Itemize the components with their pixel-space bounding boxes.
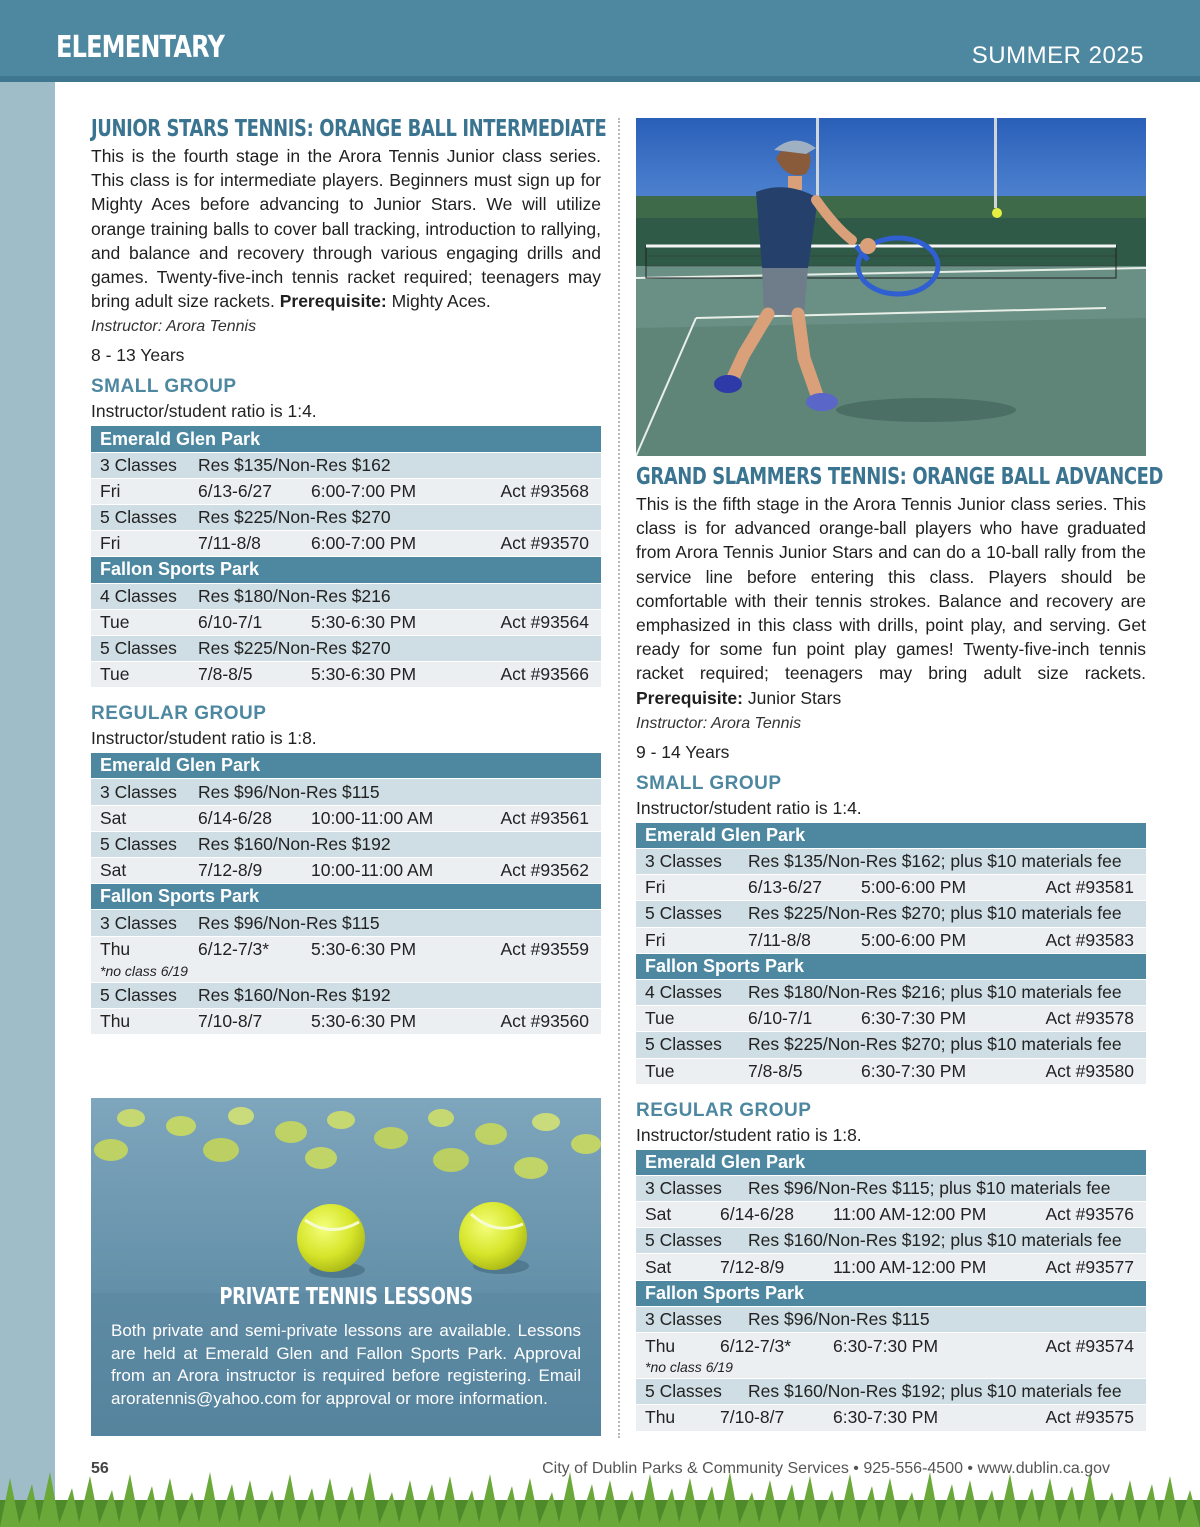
group-title: SMALL GROUP: [636, 772, 782, 794]
price-row: 5 Classes Res $225/Non-Res $270: [91, 636, 601, 662]
grass-border: [0, 1470, 1200, 1527]
group-title: REGULAR GROUP: [636, 1099, 812, 1121]
price-row: 5 Classes Res $225/Non-Res $270; plus $10 materials fee: [636, 1032, 1146, 1058]
session-row[interactable]: Fri 6/13-6/27 6:00-7:00 PM Act #93568: [91, 479, 601, 505]
price-row: 5 Classes Res $160/Non-Res $192: [91, 832, 601, 858]
instructor: Instructor: Arora Tennis: [636, 714, 802, 732]
park-header: Fallon Sports Park: [91, 884, 601, 910]
park-header: Emerald Glen Park: [91, 753, 601, 779]
course-title: JUNIOR STARS TENNIS: ORANGE BALL INTERMEDIATE: [91, 116, 607, 142]
price-row: 4 Classes Res $180/Non-Res $216; plus $10 materials fee: [636, 980, 1146, 1006]
schedule-table: [91, 426, 601, 688]
instructor: Instructor: Arora Tennis: [91, 318, 257, 336]
session-row[interactable]: Sat 6/14-6/28 11:00 AM-12:00 PM Act #93576: [636, 1202, 1146, 1228]
session-note: *no class 6/19: [636, 1359, 1146, 1379]
session-row[interactable]: Thu 7/10-8/7 5:30-6:30 PM Act #93560: [91, 1009, 601, 1035]
page-number: 56: [91, 1460, 109, 1477]
side-bar: [0, 82, 55, 1527]
park-header: Fallon Sports Park: [636, 954, 1146, 980]
session-row[interactable]: Fri 7/11-8/8 5:00-6:00 PM Act #93583: [636, 928, 1146, 954]
session-row[interactable]: Tue 7/8-8/5 5:30-6:30 PM Act #93566: [91, 662, 601, 688]
price-row: 5 Classes Res $160/Non-Res $192; plus $10 materials fee: [636, 1228, 1146, 1254]
promo-text: Both private and semi-private lessons are available. Lessons are held at Emerald Glen and Fallon Sports Park. Approval from an Arora instructor is required before registering. Email aroratennis@yahoo.com for approval or more information.: [111, 1321, 581, 1408]
price-row: 3 Classes Res $96/Non-Res $115: [636, 1307, 1146, 1333]
page-header: [0, 0, 1200, 82]
schedule-table: [91, 753, 601, 1035]
session-row[interactable]: Thu 7/10-8/7 6:30-7:30 PM Act #93575: [636, 1405, 1146, 1431]
course-description: This is the fifth stage in the Arora Tennis Junior class series. This class is for advanced orange-ball players who have graduated from Arora Tennis Junior Stars and can do a 10-ball rally from the service line before entering this class. Players should be comfortable with their tennis strokes. Balance and recovery are emphasized in this class with drills, point play, and serving. Get ready for some fun point play games! Twenty-five-inch tennis racket required; teenagers may bring adult size rackets. Prerequisite: Junior Stars: [636, 494, 1146, 708]
session-row[interactable]: Sat 7/12-8/9 10:00-11:00 AM Act #93562: [91, 858, 601, 884]
session-note: *no class 6/19: [91, 963, 601, 983]
tennis-player-photo: [636, 118, 1146, 456]
session-row[interactable]: Tue 7/8-8/5 6:30-7:30 PM Act #93580: [636, 1059, 1146, 1085]
column-divider: [618, 118, 620, 1438]
park-header: Emerald Glen Park: [636, 1150, 1146, 1176]
section-title: ELEMENTARY: [56, 30, 225, 65]
price-row: 3 Classes Res $135/Non-Res $162; plus $10 materials fee: [636, 849, 1146, 875]
left-column: [91, 116, 607, 1035]
tennis-player-illustration: [636, 118, 1146, 456]
ratio-text: Instructor/student ratio is 1:4.: [636, 797, 862, 818]
header-band: [0, 76, 1200, 82]
course-title: GRAND SLAMMERS TENNIS: ORANGE BALL ADVANCED: [636, 464, 1164, 490]
schedule-table: [636, 1150, 1146, 1432]
session-row[interactable]: Tue 6/10-7/1 6:30-7:30 PM Act #93578: [636, 1006, 1146, 1032]
age-range: 9 - 14 Years: [636, 741, 730, 762]
ratio-text: Instructor/student ratio is 1:8.: [636, 1124, 862, 1145]
course-description: This is the fourth stage in the Arora Tennis Junior class series. This class is for intermediate players. Beginners must sign up for Mighty Aces before advancing to Junior Stars. We will utilize orange training balls to cover ball tracking, introduction to rallying, and balance and recovery through various engaging drills and games. Twenty-five-inch tennis racket required; teenagers may bring adult size rackets. Prerequisite: Mighty Aces.: [91, 146, 601, 312]
session-row[interactable]: Fri 7/11-8/8 6:00-7:00 PM Act #93570: [91, 531, 601, 557]
park-header: Fallon Sports Park: [91, 557, 601, 583]
schedule-table: [636, 823, 1146, 1085]
price-row: 5 Classes Res $225/Non-Res $270: [91, 505, 601, 531]
right-column: [636, 464, 1164, 1432]
group-title: SMALL GROUP: [91, 376, 237, 398]
session-row[interactable]: Tue 6/10-7/1 5:30-6:30 PM Act #93564: [91, 610, 601, 636]
price-row: 5 Classes Res $160/Non-Res $192: [91, 983, 601, 1009]
park-header: Emerald Glen Park: [636, 823, 1146, 849]
price-row: 5 Classes Res $160/Non-Res $192; plus $10 materials fee: [636, 1379, 1146, 1405]
session-row[interactable]: Sat 6/14-6/28 10:00-11:00 AM Act #93561: [91, 806, 601, 832]
age-range: 8 - 13 Years: [91, 345, 185, 366]
price-row: 4 Classes Res $180/Non-Res $216: [91, 584, 601, 610]
park-header: Fallon Sports Park: [636, 1281, 1146, 1307]
session-row[interactable]: Thu 6/12-7/3* 6:30-7:30 PM Act #93574: [636, 1333, 1146, 1359]
promo-box: [91, 1284, 601, 1410]
session-row[interactable]: Fri 6/13-6/27 5:00-6:00 PM Act #93581: [636, 875, 1146, 901]
group-title: REGULAR GROUP: [91, 703, 267, 725]
session-row[interactable]: Thu 6/12-7/3* 5:30-6:30 PM Act #93559: [91, 937, 601, 963]
promo-title: PRIVATE TENNIS LESSONS: [219, 1284, 473, 1310]
price-row: 3 Classes Res $96/Non-Res $115: [91, 779, 601, 805]
price-row: 3 Classes Res $96/Non-Res $115: [91, 910, 601, 936]
session-row[interactable]: Sat 7/12-8/9 11:00 AM-12:00 PM Act #93577: [636, 1254, 1146, 1280]
ratio-text: Instructor/student ratio is 1:8.: [91, 728, 317, 749]
price-row: 5 Classes Res $225/Non-Res $270; plus $10 materials fee: [636, 901, 1146, 927]
ratio-text: Instructor/student ratio is 1:4.: [91, 401, 317, 422]
season-label: SUMMER 2025: [971, 42, 1144, 69]
park-header: Emerald Glen Park: [91, 426, 601, 452]
footer-contact: City of Dublin Parks & Community Services • 925-556-4500 • www.dublin.ca.gov: [542, 1460, 1110, 1477]
price-row: 3 Classes Res $96/Non-Res $115; plus $10 materials fee: [636, 1176, 1146, 1202]
price-row: 3 Classes Res $135/Non-Res $162: [91, 453, 601, 479]
